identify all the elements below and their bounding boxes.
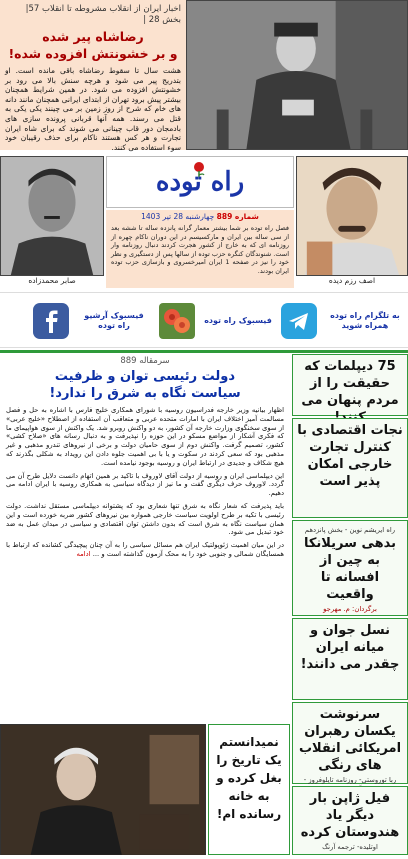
article-paragraph: اظهار بیانیه وزیر خارجه فدراسیون روسیه با شورای همکاری خلیج فارس با اشاره به حل و فصل مسالمت آمیز اختلاف ایران با امارات متحده عربی و متعاقب آن استفاده از اصطلاح «خلیج عربی» از سوی سخنگوی وزارت خارجه آن کشور، به دو واکنش روبرو شد. یک واکنش از سوی هواپیمای ما که فکری آشکار از مواضع مسکو در این حوزه را نپذیرفت و به دنبال رسانه های «صلاح کشی» کشور، تصمیم گرفت. واکنش دوم از سوی حامیان دولت و برخی از نیروهای تندرو مذهبی و غیر مذهبی بود که سعی کردند در سکوت و یا با بی اهمیت جلوه دادن این رویداد به شکلی بگذرند که هیچ شکاف و جدیدی در ارتباط ایران و روسیه بوجود نیامده است. (6, 406, 284, 467)
reza-shah-photo[interactable] (186, 0, 408, 150)
top-story-headline-line1[interactable]: رضاشاه پیر شده (42, 29, 144, 44)
site-logo[interactable] (106, 156, 294, 208)
issue-intro-text: فصل راه توده بر شما بیشتر معمار گرانه پانزده ساله تا ششه بعد از سی ساله بین ایران و مارکسیسم در این دوران ناکام چهره از روزنامه ای که به خارج از کشور هجرت کردند دنبال روزنامه وار است. شنوندگان کنگره حزب توده از سالها پس از دستگیری و نظر خود را نیز در صفحه 1 ایران امیرخسروی و بازسازی حزب توده ایران بودند. (111, 224, 289, 275)
side-headline-title[interactable]: سرنوشت یکسان رهبران امریکائی انقلاب های رنگی (298, 707, 402, 773)
side-headline-title[interactable]: بدهی سریلانکا به چین از افسانه تا واقعیت (303, 536, 397, 602)
side-headline-credit: اوتلیده- ترجمه آرنگ (322, 843, 378, 851)
section-divider (0, 350, 408, 353)
article-series-label: سرمقاله 889 (120, 356, 170, 366)
video-quote-text[interactable]: نمیدانستم یک تاریخ را بغل کرده و به خانه رسانده ام! (216, 735, 282, 821)
side-headline-srilanka[interactable] (292, 520, 408, 616)
issue-date-line (111, 212, 289, 222)
side-headline-title[interactable]: نسل جوان و میانه ایران چقدر می دانند! (300, 623, 400, 672)
social-share-bar (0, 292, 408, 348)
telegram-join-label[interactable]: به تلگرام راه توده همراه شوید (330, 311, 400, 330)
video-thumbnail[interactable] (1, 725, 205, 855)
side-headline-credit: برگردان: م. مهرجو (323, 605, 377, 613)
top-story-headline-line2[interactable]: و بر خشونتش افزوده شده! (8, 46, 178, 61)
video-player[interactable] (0, 724, 206, 855)
side-headline-color-revolutions[interactable] (292, 702, 408, 784)
side-headline-series: راه ایریشم نوین - بخش پانزدهم (304, 526, 396, 534)
facebook-button[interactable] (26, 299, 76, 343)
top-story-kicker: اخبار ایران از انقلاب مشروطه تا انقلاب 57| بخش 28 | (25, 4, 181, 25)
side-headline-japan[interactable] (292, 786, 408, 855)
issue-info-panel (106, 210, 294, 288)
telegram-join-link[interactable] (326, 299, 404, 343)
telegram-icon[interactable] (281, 303, 317, 339)
issue-date: چهارشنبه 28 تیر 1403 (141, 212, 215, 221)
author-photo-left[interactable] (0, 156, 104, 276)
top-story-body: هشت سال تا سقوط رضاشاه باقی مانده است. او بتدریج پیر می شود و هرچه سنش بالا می رود بر خشونتش افزوده می شود. در همین شرایط همچنان بیشتر پیش برود تهران از ابتدای ایرانی همچنان مانند دانه های خام که شرح از روز زمین بر می چینند یکی یکی به قتل می رسند. همه آنها قربانی پرونده سازی های بادمجان دور قاب چینانی می شوند که برای شاه ایران تجارت و هر کس هستند ناکام برای حذف رقیبان خود سوء استفاده می کنند. (5, 66, 181, 152)
telegram-button[interactable] (274, 299, 324, 343)
side-headline-economy[interactable] (292, 418, 408, 518)
article-title-line1[interactable]: دولت رئیسی توان و ظرفیت (54, 369, 236, 384)
article-paragraph: باید پذیرفت که شعار نگاه به شرق تنها شعاری بود که پشتوانه دیپلماسی مستقل نداشت. دولت رئیسی با تکیه بر طرح اولویت سیاست خارجی همواره بین نیروهای کشور ضربه خورده است و این همان سیاست نگاه به شرق است که بدون داشتن توان اقتصادی و سیاسی در میدان عمل به ضد خود تبدیل می شود. (6, 501, 284, 537)
side-headline-credit: ربا توروستی- روزنامه تایلوفروز - (303, 776, 397, 784)
roses-button[interactable] (152, 299, 202, 343)
site-title: راه توده (155, 167, 245, 197)
author-left-caption: صابر محمدزاده (28, 276, 76, 285)
side-headline-title[interactable]: فیل ژاپن بار دیگر یاد هندوستان کرده (300, 791, 400, 840)
article-title-line2[interactable]: سیاست نگاه به شرق را ندارد! (49, 386, 241, 401)
side-headline-title[interactable]: نجات اقتصادی با کنترل تجارت خارجی امکان پذیر است (297, 423, 403, 489)
roses-icon[interactable] (159, 303, 195, 339)
author-photo-right[interactable] (296, 156, 408, 276)
side-headline-diplomats[interactable] (292, 354, 408, 416)
rahtudeh-facebook-link[interactable] (204, 299, 272, 343)
facebook-icon[interactable] (33, 303, 69, 339)
archive-facebook-link[interactable] (78, 299, 150, 343)
article-paragraph (6, 541, 284, 559)
video-quote-box[interactable] (208, 724, 290, 855)
side-headline-youth[interactable] (292, 618, 408, 700)
side-headlines-column (292, 354, 408, 855)
article-paragraph-text: در این میان اهمیت ژئوپولتیک ایران هم مسائل سیاسی را به آن چنان پیچیدگی کشانده که ارتباط با همسایگان شمالی و جنوبی خود را به محک آزمون گذاشته است و ... (6, 541, 284, 558)
editorial-article (0, 354, 290, 724)
side-headline-title[interactable]: 75 دیپلمات که حقیقت را از مردم پنهان می (301, 359, 399, 408)
top-story-panel[interactable] (0, 0, 186, 150)
archive-facebook-label[interactable]: فیسبوک آرشیو راه توده (84, 311, 144, 330)
article-title[interactable] (6, 368, 284, 402)
issue-number: شماره 889 (216, 212, 259, 221)
article-paragraph: این دیپلماسی ایران و روسیه از دولت آقای لاوروف با تاکید بر همین اتهام دانست دلایل طرح آن می گردد. لاوروف حرف دیگری گفت و ما نیز از دیدگاه سیاسی به همکاری روسیه با ایران ادامه می دهیم. (6, 471, 284, 498)
top-story-headline[interactable] (5, 28, 181, 62)
author-right-caption: اصف رزم دیده (328, 276, 376, 285)
rahtudeh-facebook-label[interactable]: فیسبوک راه توده (204, 316, 272, 325)
read-more-link[interactable]: ادامه (76, 549, 91, 558)
